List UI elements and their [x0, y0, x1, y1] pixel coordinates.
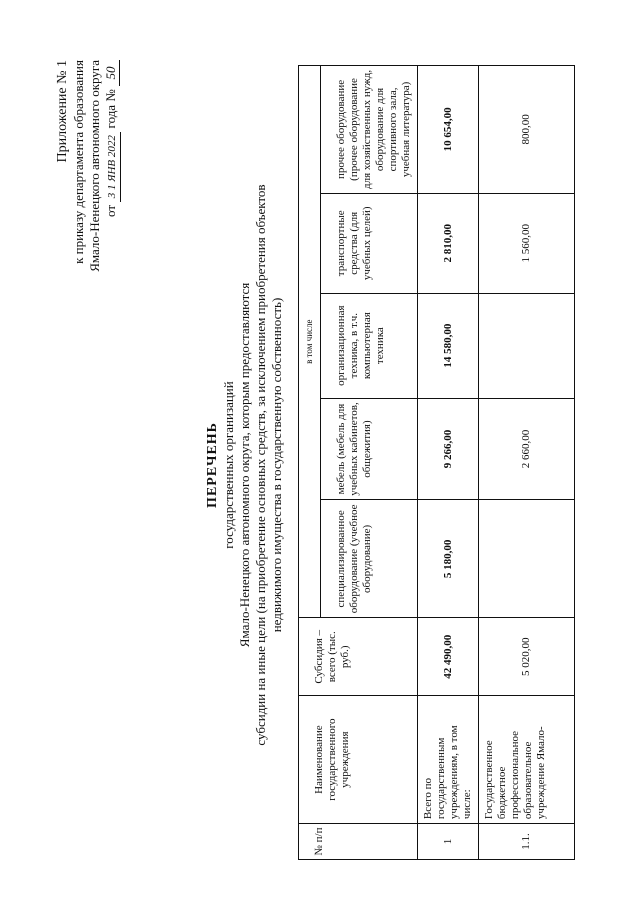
row-special — [479, 500, 575, 618]
row-other: 10 654,00 — [418, 66, 479, 194]
header-total: Субсидия – всего (тыс. руб.) — [299, 618, 418, 696]
row-special: 5 180,00 — [418, 500, 479, 618]
header-name: Наименование государственного учреждения — [299, 696, 418, 824]
document-title: ПЕРЕЧЕНЬ — [205, 422, 220, 508]
row-num: 1.1. — [479, 824, 575, 860]
order-date: 3 1 ЯНВ 2022 — [104, 132, 121, 202]
row-furniture: 2 660,00 — [479, 398, 575, 500]
row-transport: 1 560,00 — [479, 193, 575, 293]
row-other: 800,00 — [479, 66, 575, 194]
year-label: года — [103, 104, 118, 129]
row-transport: 2 810,00 — [418, 193, 479, 293]
row-furniture: 9 266,00 — [418, 398, 479, 500]
row-name: Всего по государственным учреждениям, в том числе: — [418, 696, 479, 824]
document-heading — [205, 145, 285, 785]
appendix-line-2: Ямало-Ненецкого автономного округа — [87, 60, 102, 272]
appendix-line-1: к приказу департамента образования — [71, 60, 86, 264]
appendix-date-line — [103, 60, 121, 400]
from-label: от — [103, 204, 118, 217]
table-header-row — [299, 66, 321, 860]
row-total: 5 020,00 — [479, 618, 575, 696]
order-number: 50 — [103, 60, 120, 86]
row-num: 1 — [418, 824, 479, 860]
heading-line-1: государственных организаций — [221, 381, 236, 549]
row-office — [479, 293, 575, 398]
header-furniture: мебель (мебель для учебных кабинетов, общежития) — [321, 398, 418, 500]
appendix-number: Приложение № 1 — [55, 60, 70, 163]
row-office: 14 580,00 — [418, 293, 479, 398]
header-transport: транспортные средства (для учебных целей) — [321, 193, 418, 293]
heading-line-4: недвижимого имущества в государственную собственность) — [269, 297, 284, 633]
appendix-block — [55, 60, 121, 400]
header-other: прочее оборудование (прочее оборудование для хозяйственных нужд, оборудование для спортивного зала, учебная литература) — [321, 66, 418, 194]
header-num: № п/п — [299, 824, 418, 860]
header-special: специализированное оборудование (учебное оборудование) — [321, 500, 418, 618]
heading-line-2: Ямало-Ненецкого автономного округа, которым предоставляются — [237, 282, 252, 648]
subsidy-table — [298, 65, 575, 860]
row-total: 42 490,00 — [418, 618, 479, 696]
header-office: организационная техника, в т.ч. компьютерная техника — [321, 293, 418, 398]
number-sign: № — [103, 89, 118, 102]
header-including: в том числе — [299, 66, 321, 618]
heading-line-3: субсидии на иные цели (на приобретение основных средств, за исключением приобретения объектов — [253, 184, 268, 746]
table-row — [479, 66, 575, 860]
table-row — [418, 66, 479, 860]
row-name: Государственное бюджетное профессиональное образовательное учреждение Ямало- — [479, 696, 575, 824]
